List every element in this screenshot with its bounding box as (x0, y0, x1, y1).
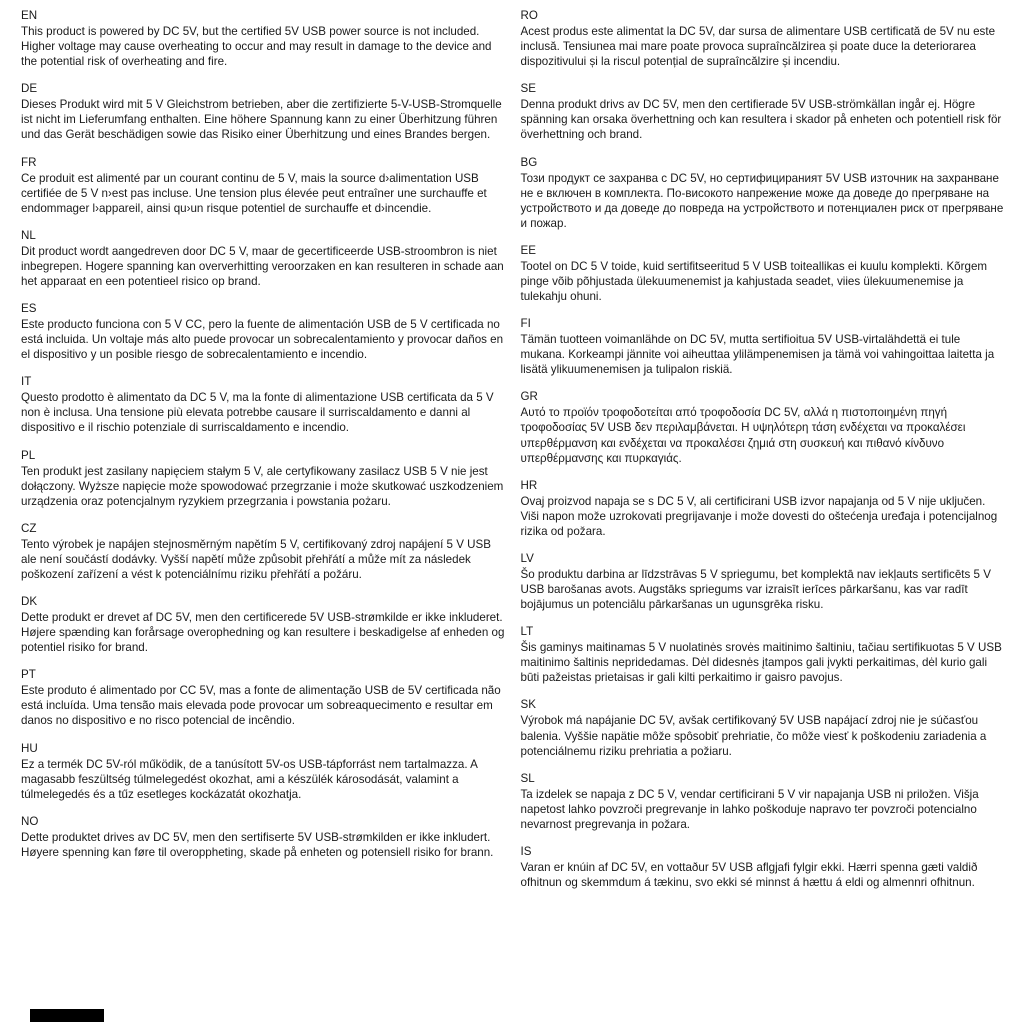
language-section-lv (521, 551, 1005, 612)
language-text: Tento výrobek je napájen stejnosměrným napětím 5 V, certifikovaný zdroj napájení 5 V USB ale není součástí dodávky. Vyšší napětí může způsobit přehřátí a může mít za následek poškození zařízení a vést k potenciálnímu riziku přehřátí a požáru. (21, 537, 492, 581)
language-text: Este produto é alimentado por CC 5V, mas a fonte de alimentação USB de 5V certificada não está incluída. Uma tensão mais elevada pode provocar um sobreaquecimento e resultar em danos no dispositivo e no risco potencial de incêndio. (21, 684, 501, 728)
language-code: IS (520, 844, 532, 858)
language-section-en (21, 8, 505, 69)
language-code: LT (520, 625, 534, 639)
language-section-bg (521, 155, 1005, 231)
language-code: EN (21, 9, 38, 22)
language-code: GR (520, 390, 538, 404)
right-column (521, 8, 1005, 902)
language-text: Ten produkt jest zasilany napięciem stałym 5 V, ale certyfikowany zasilacz USB 5 V nie jest dołączony. Wyższe napięcie może spowodować przegrzanie i może skutkować uszkodzeniem urządzenia oraz potencjalnym ryzykiem przegrzania i powstania pożaru. (21, 464, 504, 508)
language-text: Dieses Produkt wird mit 5 V Gleichstrom betrieben, aber die zertifizierte 5-V-USB-Stromquelle ist nicht im Lieferumfang enthalten. Eine höhere Spannung kann zu einer Überhitzung führen und das Gerät beschädigen sowie das Risiko einer Überhitzung und eines Brandes bergen. (21, 98, 502, 142)
language-code: RO (520, 9, 538, 22)
language-code: HU (21, 741, 38, 755)
language-section-es (21, 301, 505, 362)
language-code: FR (21, 155, 37, 169)
language-text: This product is powered by DC 5V, but the certified 5V USB power source is not included. Higher voltage may cause overheating to occur and may result in damage to the device and the potential risk of overheating and fire. (21, 25, 492, 69)
language-text: Tämän tuotteen voimanlähde on DC 5V, mutta sertifioitua 5V USB-virtalähdettä ei tule mukana. Korkeampi jännite voi aiheuttaa ylilämpenemisen ja tämä voi vahingoittaa laitetta ja lisätä ylikuumenemisen ja tulipalon riskiä. (520, 333, 995, 377)
language-code: SE (520, 82, 536, 96)
language-section-pl (21, 448, 505, 509)
language-section-dk (21, 594, 505, 655)
language-section-cz (21, 521, 505, 582)
language-section-de (21, 81, 505, 142)
language-section-is (521, 844, 1005, 890)
language-text: Този продукт се захранва с DC 5V, но сертифицираният 5V USB източник на захранване не е включен в комплекта. По-високото напрежение може да доведе до прегряване на устройството и да доведе до повреда на устройството и потенциален риск от прегряване и пожар. (520, 171, 1004, 230)
language-section-ro (521, 8, 1005, 69)
language-text: Questo prodotto è alimentato da DC 5 V, ma la fonte di alimentazione USB certificata da 5 V non è inclusa. Una tensione più elevata potrebbe causare il surriscaldamento e danni al dispositivo e il rischio potenziale di surriscaldamento e incendio. (21, 391, 494, 435)
language-code: CZ (21, 521, 37, 535)
language-section-ee (521, 243, 1005, 304)
language-section-fi (521, 316, 1005, 377)
language-text: Ce produit est alimenté par un courant continu de 5 V, mais la source d›alimentation USB certifiée de 5 V n›est pas incluse. Une tension plus élevée peut entraîner une surchauffe et endommager l›appareil, ainsi qu›un risque potentiel de surchauffe et d›incendie. (21, 171, 487, 215)
left-column (21, 8, 505, 902)
language-section-no (21, 814, 505, 860)
language-code: DE (21, 82, 38, 96)
language-section-gr (521, 389, 1005, 465)
language-section-hr (521, 478, 1005, 539)
language-text: Acest produs este alimentat la DC 5V, dar sursa de alimentare USB certificată de 5V nu este inclusă. Tensiunea mai mare poate provoca supraîncălzirea și poate duce la deteriorarea dispozitivului și la riscul potențial de supraîncălzire și incendiu. (520, 25, 996, 69)
language-code: DK (21, 595, 38, 608)
language-section-sk (521, 697, 1005, 758)
language-code: FI (520, 317, 531, 331)
language-code: ES (21, 302, 37, 315)
language-text: Šis gaminys maitinamas 5 V nuolatinės srovės maitinimo šaltiniu, tačiau sertifikuotas 5 V USB maitinimo šaltinis nepridedamas. Dėl didesnės įtampos gali įvykti perkaitimas, dėl kurio gali būti pažeistas prietaisas ir gali kilti perkaitimo ir gaisro pavojus. (520, 641, 1002, 685)
language-code: HR (520, 478, 538, 492)
language-code: EE (520, 243, 536, 257)
language-section-fr (21, 155, 505, 216)
language-code: PT (21, 668, 36, 682)
language-code: LV (520, 551, 534, 565)
language-text: Dette produkt er drevet af DC 5V, men den certificerede 5V USB-strømkilde er ikke inkluderet. Højere spænding kan forårsage overophedning og kan resultere i beskadigelse af enheden og potentiel risiko for brand. (21, 611, 505, 655)
language-code: SL (520, 771, 535, 785)
language-text: Αυτό το προϊόν τροφοδοτείται από τροφοδοσία DC 5V, αλλά η πιστοποιημένη πηγή τροφοδοσίας 5V USB δεν περιλαμβάνεται. Η υψηλότερη τάση ενδέχεται να προκαλέσει υπερθέρμανση και ενδέχεται να προκαλέσει ζημιά στη συσκευή και πιθανό κίνδυνο υπερθέρμανσης και πυρκαγιάς. (520, 406, 966, 465)
language-code: PL (21, 448, 36, 462)
language-text: Ovaj proizvod napaja se s DC 5 V, ali certificirani USB izvor napajanja od 5 V nije uključen. Viši napon može uzrokovati pregrijavanje i može dovesti do oštećenja uređaja i potencijalnog rizika od požara. (520, 494, 998, 538)
language-text: Ez a termék DC 5V-ról működik, de a tanúsított 5V-os USB-tápforrást nem tartalmazza. A magasabb feszültség túlmelegedést okozhat, ami a készülék károsodását, valamint a túlmelegedés és a tűz esetleges kockázatát okozhatja. (21, 757, 478, 801)
language-code: BG (520, 155, 538, 169)
language-section-nl (21, 228, 505, 289)
language-text: Ta izdelek se napaja z DC 5 V, vendar certificirani 5 V vir napajanja USB ni priložen. Višja napetost lahko povzroči pregrevanje in lahko poškoduje napravo ter povzroči potencialno nevarnost pregrevanja in požara. (520, 787, 979, 831)
language-code: NO (21, 814, 39, 828)
language-text: Denna produkt drivs av DC 5V, men den certifierade 5V USB-strömkällan ingår ej. Högre spänning kan orsaka överhettning och kan resultera i skador på enheten och potentiell risk för överhettning och brand. (520, 98, 1002, 142)
language-text: Tootel on DC 5 V toide, kuid sertifitseeritud 5 V USB toiteallikas ei kuulu komplekti. Kõrgem pinge võib põhjustada ülekuumenemist ja kahjustada seadet, viies ülekuumenemise ja tulekahju ohuni. (520, 259, 988, 303)
language-section-hu (21, 741, 505, 802)
language-code: SK (520, 698, 536, 712)
language-text: Výrobok má napájanie DC 5V, avšak certifikovaný 5V USB napájací zdroj nie je súčasťou balenia. Vyššie napätie môže spôsobiť prehriatie, čo môže viesť k poškodeniu zariadenia a potenciálnemu riziku prehriatia a požiaru. (520, 714, 987, 758)
language-code: IT (21, 375, 32, 389)
language-text: Dette produktet drives av DC 5V, men den sertifiserte 5V USB-strømkilden er ikke inkludert. Høyere spenning kan føre til overoppheting, skade på enheten og potensiell risiko for brann. (21, 830, 494, 859)
language-text: Varan er knúin af DC 5V, en vottaður 5V USB aflgjafi fylgir ekki. Hærri spenna gæti valdið ofhitnun og skemmdum á tækinu, svo ekki sé minnst á hættu á eldi og almennri ofhitnun. (520, 860, 978, 889)
language-text: Dit product wordt aangedreven door DC 5 V, maar de gecertificeerde USB-stroombron is niet inbegrepen. Hogere spanning kan oververhitting veroorzaken en kan resulteren in schade aan het apparaat en een potentieel risico op brand. (21, 244, 504, 288)
language-text: Šo produktu darbina ar līdzstrāvas 5 V spriegumu, bet komplektā nav iekļauts sertificēts 5 V USB barošanas avots. Augstāks spriegums var izraisīt ierīces pārkaršanu, kas var radīt bojājumus un potenciālu pārkaršanas un ugunsgrēka risku. (520, 567, 991, 612)
footer-black-bar (30, 1009, 104, 1022)
language-text: Este producto funciona con 5 V CC, pero la fuente de alimentación USB de 5 V certificada no está incluida. Un voltaje más alto puede provocar un sobrecalentamiento y provocar daños en el dispositivo y un posible riesgo de sobrecalentamiento e incendio. (21, 318, 504, 362)
language-section-se (521, 81, 1005, 142)
language-section-pt (21, 667, 505, 728)
language-section-sl (521, 771, 1005, 832)
language-section-it (21, 374, 505, 435)
language-section-lt (521, 624, 1005, 685)
language-code: NL (21, 228, 36, 242)
